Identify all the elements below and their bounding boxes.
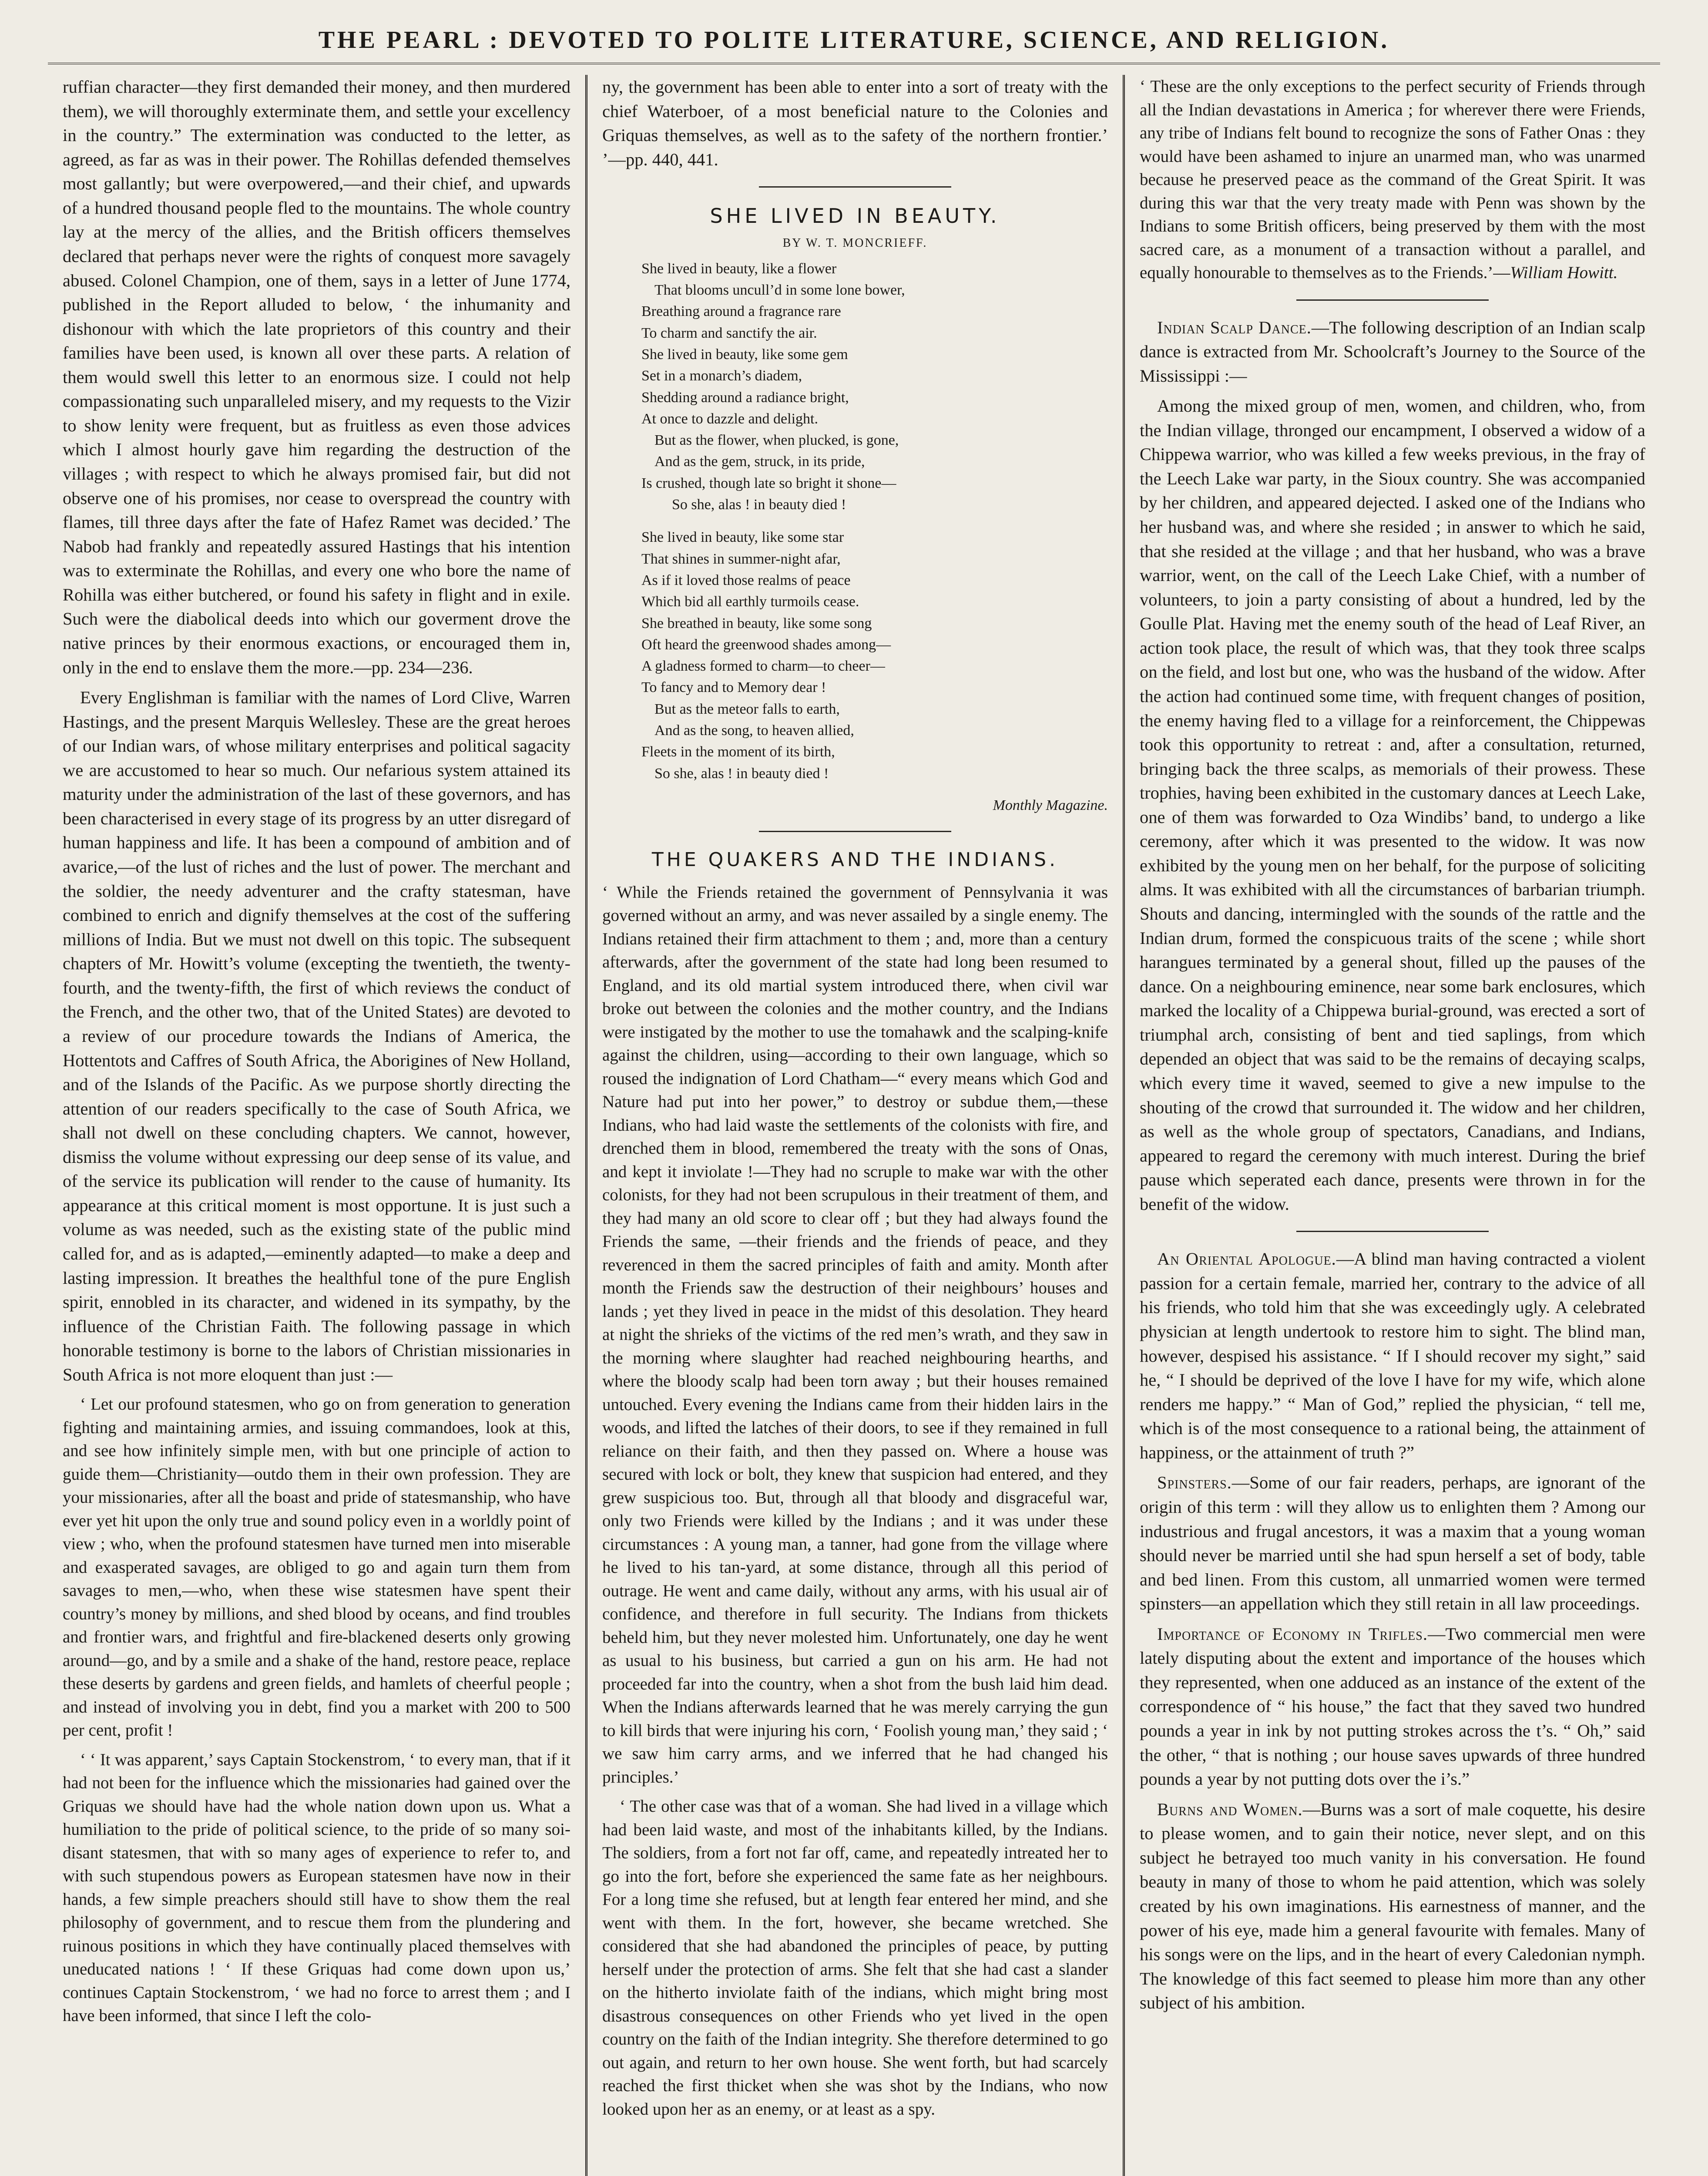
quakers-paragraph-1: ‘ While the Friends retained the government of Pennsylvania it was governed without an army, and was never assailed by a single enemy. The Indians retained their firm attachment to them ; and, more than a century afterwards, after the government of the state had long been resumed to England, and its old martial system introduced there, when civil war broke out between the colonies and the mother country, and the Indians were instigated by the mother to use the tomahawk and the scalping-knife against the children, using—according to their own language, which so roused the indignation of Lord Chatham—“ every means which God and Nature had put into her power,” to destroy or subdue them,—these Indians, who had laid waste the settlements of the colonists with fire, and drenched them in blood, remembered the treaty with the sons of Onas, and kept it inviolate !—They had no scruple to make war with the other colonists, for they had not been scrupulous in their treatment of them, and they had many an old score to clear off ; but they had always found the Friends the same, —their friends and the friends of peace, and they reverenced in them the sacred principles of faith and amity. Month after month the Friends saw the destruction of their neighbours’ houses and lands ; yet they lived in peace in the midst of this desolation. They heard at night the shrieks of the victims of the red men’s wrath, and they saw in the morning where slaughter had reached neighbouring hearths, and where the bloody scalp had been torn away ; but their houses remained untouched. Every evening the Indians came from their hidden lairs in the woods, and lifted the latches of their doors, to see if they remained in full reliance on their faith, and then they passed on. Where a house was secured with lock or bolt, they knew that suspicion had entered, and they grew suspicious too. But, through all that bloody and disgraceful war, only two Friends were killed by the Indians ; and it was under these circumstances : A young man, a tanner, had gone from the village where he lived to his tan-yard, at some distance, through all this period of outrage. He went and came daily, without any arms, with his usual air of confidence, and therefore in full security. The Indians from thickets beheld him, but they never molested him. Unfortunately, one day he went as usual to his business, but carried a gun on his arm. He had not proceeded far into the country, when a shot from the bush laid him dead. When the Indians afterwards learned that he was merely carrying the gun to kill birds that were injuring his corn, ‘ Foolish young man,’ they said ; ‘ we saw him carry arms, and we inferred that he had changed his principles.’ xyxy=(602,883,1108,1786)
poem-line: So she, alas ! in beauty died ! xyxy=(654,765,829,782)
divider xyxy=(759,831,951,832)
economy-text: —Two commercial men were lately disputing about the extent and importance of the houses which they represented, when one adduced as an instance of the extent of the correspondence of “ his house,” the fact that they saved two hundred pounds a year in ink by not putting strokes across the t’s. “ Oh,” said the other, “ that is nothing ; our house saves upwards of three hundred pounds a year by not putting dots over the i’s.” xyxy=(1140,1624,1645,1789)
apologue-heading: An Oriental Apologue. xyxy=(1157,1249,1336,1269)
poem-byline: BY W. T. MONCRIEFF. xyxy=(782,236,928,250)
poem-stanza-2 xyxy=(641,527,1108,784)
masthead: THE PEARL : DEVOTED TO POLITE LITERATURE, SCIENCE, AND RELIGION. xyxy=(48,26,1660,64)
poem-line: A gladness formed to charm—to cheer— xyxy=(641,658,885,675)
missionaries-quote: ‘ Let our profound statesmen, who go on from generation to generation fighting and maintaining armies, and issuing commandoes, look at this, and see how infinitely simple men, with but one principle of action to guide them—Christianity—outdo them in their own profession. They are your missionaries, after all the boast and pride of statesmanship, who have ever yet hit upon the only true and sound policy even in a worldly point of view ; who, when the profound statesmen have turned men into miserable and exasperated savages, are obliged to go and again turn them from savages to men,—who, when these wise statesmen have spent their country’s money by millions, and shed blood by oceans, and find troubles and frontier wars, and frightful and fire-blackened deserts only growing around—go, and by a smile and a shake of the hand, restore peace, replace these deserts by gardens and green fields, and hamlets of cheerful people ; and instead of involving you in debt, find you a market with 200 to 500 per cent, profit ! xyxy=(63,1395,570,1740)
poem-source: Monthly Magazine. xyxy=(993,797,1108,813)
poem-line: But as the flower, when plucked, is gone, xyxy=(654,432,899,449)
economy-paragraph xyxy=(1140,1622,1645,1791)
poem-line: As if it loved those realms of peace xyxy=(641,572,851,588)
poem-line: She lived in beauty, like some star xyxy=(641,529,844,546)
treaty-paragraph: ny, the government has been able to enter into a sort of treaty with the chief Waterboer, of a most beneficial nature to the Colonies and Griquas themselves, as well as to the safety of the northern frontier.’ ’—pp. 440, 441. xyxy=(602,77,1108,169)
poem-line: Which bid all earthly turmoils cease. xyxy=(641,594,859,610)
poem-line: Breathing around a fragrance rare xyxy=(641,303,841,320)
columns xyxy=(48,75,1660,2176)
rohilla-paragraph: ruffian character—they first demanded their money, and then murdered them), we will thoroughly exterminate them, and settle your excellency in the country.” The extermination was conducted to the letter, as agreed, as far as was in their power. The Rohillas defended themselves most gallantly; but were overpowered,—and their chief, and upwards of a hundred thousand people fled to the mountains. The whole country lay at the mercy of the allies, and the British officers themselves declared that perhaps never were the rights of conquest more savagely abused. Colonel Champion, one of them, says in a letter of June 1774, published in the Report alluded to below, ‘ the inhumanity and dishonour with which the late proprietors of this country and their families have been used, is known all over these parts. A relation of them would swell this letter to an enormous size. I could not help compassionating such unparalleled misery, and my requests to the Vizir to show lenity were frequent, but as fruitless as even those advices which I almost hourly gave him regarding the destruction of the villages ; with respect to which he always promised fair, but did not observe one of his promises, nor cease to overspread the country with flames, till three days after the fate of Hafez Ramet was decided.’ The Nabob had frankly and repeatedly assured Hastings that his intention was to exterminate the Rohillas, and every one who bore the name of Rohilla was either butchered, or found his safety in flight and in exile. Such were the diabolical deeds into which our goverment drove the native princes by their enormous exactions, or encouraged them in, only in the end to enslave them the more.—pp. 234—236. xyxy=(63,77,570,677)
friends-exceptions-paragraph xyxy=(1140,75,1645,285)
column-2 xyxy=(585,75,1123,2176)
column-3 xyxy=(1123,75,1660,2176)
quakers-paragraph-2: ‘ The other case was that of a woman. She had lived in a village which had been laid waste, and most of the inhabitants killed, by the Indians. The soldiers, from a fort not far off, came, and repeatedly intreated her to go into the fort, before she experienced the same fate as her neighbours. For a long time she refused, but at length fear entered her mind, and she went with them. In the fort, however, she became wretched. She considered that she had abandoned the principles of peace, by putting herself under the protection of arms. She felt that she had cast a slander on the hitherto inviolate faith of the indians, which might bring most disastrous consequences on other Friends who yet lived in the open country on the faith of the Indian integrity. She therefore determined to go out again, and return to her own house. She went forth, but had scarcely reached the first thicket when she was shot by the Indians, who now looked upon her as an enemy, or at least as a spy. xyxy=(602,1797,1108,2119)
burns-paragraph xyxy=(1140,1797,1645,2015)
poem-line: Shedding around a radiance bright, xyxy=(641,389,849,406)
economy-heading: Importance of Economy in Trifles. xyxy=(1157,1624,1428,1644)
apologue-paragraph xyxy=(1140,1247,1645,1464)
scalp-dance-intro xyxy=(1140,316,1645,388)
poem-line: Is crushed, though late so bright it shone— xyxy=(641,475,896,491)
spinsters-paragraph xyxy=(1140,1471,1645,1615)
apologue-text: —A blind man having contracted a violent passion for a certain female, married her, contrary to the advice of all his friends, who told him that she was exceedingly ugly. A celebrated physician at length undertook to restore him to sight. The blind man, however, despised his assistance. “ If I should recover my sight,” said he, “ I should be deprived of the love I have for my wife, which alone renders me happy.” “ Man of God,” replied the physician, “ tell me, which is of the most consequence to a rational being, the attainment of happiness, or the attainment of truth ?” xyxy=(1140,1249,1645,1462)
burns-heading: Burns and Women. xyxy=(1157,1799,1303,1819)
poem-line: To fancy and to Memory dear ! xyxy=(641,679,826,696)
poem-line: Set in a monarch’s diadem, xyxy=(641,368,802,384)
scalp-dance-heading: Indian Scalp Dance. xyxy=(1157,317,1312,337)
poem-line: And as the gem, struck, in its pride, xyxy=(654,453,865,470)
poem-line: Oft heard the greenwood shades among— xyxy=(641,636,891,653)
spinsters-heading: Spinsters. xyxy=(1157,1473,1232,1493)
stockenstrom-quote: ‘ ‘ It was apparent,’ says Captain Stockenstrom, ‘ to every man, that if it had not been for the influence which the missionaries had gained over the Griquas we should have had the whole nation down upon us. What a humiliation to the pride of political science, to the pride of so many soi-disant statesmen, that with so many ages of experience to refer to, and with such stupendous powers as European statesmen have now in their hands, a few simple preachers should still have to show them the real philosophy of government, and to rescue them from the plundering and ruinous positions in which they have continually placed themselves with uneducated nations ! ‘ If these Griquas had come down upon us,’ continues Captain Stockenstrom, ‘ we had no force to arrest them ; and I have been informed, that since I left the colo- xyxy=(63,1750,570,2025)
poem xyxy=(602,258,1108,784)
poem-line: But as the meteor falls to earth, xyxy=(654,701,840,717)
poem-line: Fleets in the moment of its birth, xyxy=(641,744,835,760)
divider xyxy=(1296,299,1489,301)
poem-line: And as the song, to heaven allied, xyxy=(654,722,854,739)
poem-line: So she, alas ! in beauty died ! xyxy=(672,497,846,513)
friends-exceptions-text: ‘ These are the only exceptions to the perfect security of Friends through all the Indian devastations in America ; for wherever there were Friends, any tribe of Indians felt bound to recognize the sons of Father Onas : they would have been ashamed to injure an unarmed man, who was unarmed because he preserved peace as the command of the Great Spirit. It was during this war that the very treaty made with Penn was shown by the Indians to some British officers, being preserved by them with the most sacred care, as a monument of a transaction without a parallel, and equally honourable to themselves as to the Friends.’— xyxy=(1140,77,1645,282)
column-1 xyxy=(48,75,585,2176)
poem-title: SHE LIVED IN BEAUTY. xyxy=(710,204,1000,228)
poem-stanza-1 xyxy=(641,258,1108,516)
divider xyxy=(759,186,951,188)
poem-line: To charm and sanctify the air. xyxy=(641,325,817,341)
scalp-dance-intro-text: —The following description of an Indian scalp dance is extracted from Mr. Schoolcraft’s Journey to the Source of the Mississippi :— xyxy=(1140,317,1645,386)
poem-line: That shines in summer-night afar, xyxy=(641,551,841,567)
quakers-title: THE QUAKERS AND THE INDIANS. xyxy=(651,848,1059,871)
burns-text: —Burns was a sort of male coquette, his desire to please women, and to gain their notice, never slept, and on this subject he betrayed too much vanity in his conversation. He found beauty in many of those to whom he paid attention, which was solely created by his own imaginations. His earnestness of manner, and the power of his eye, made him a general favourite with females. Many of his songs were on the lips, and in the heart of every Caledonian nymph. The knowledge of this fact seemed to please him more than any other subject of his ambition. xyxy=(1140,1799,1645,2013)
poem-line: She lived in beauty, like a flower xyxy=(641,260,837,277)
scalp-dance-body: Among the mixed group of men, women, and children, who, from the Indian village, thronged our encampment, I observed a widow of a Chippewa warrior, who was killed a few weeks previous, in the fray of the Leech Lake war party, in the Sioux country. She was accompanied by her children, and appeared dejected. I asked one of the Indians who her husband was, and where she resided ; in answer to which he said, that she resided at the village ; and that her husband, who was a brave warrior, went, on the call of the Leech Lake Chief, with a number of volunteers, to join a party consisting of about a hundred, led by the Goulle Plat. Having met the enemy south of the head of Leaf River, an action took place, the result of which was, that they took three scalps on the field, and lost but one, who was the husband of the widow. After the action had continued some time, with frequent changes of position, the enemy having fled to a village for a reinforcement, the Chippewas took this opportunity to retreat : and, after a consultation, returned, bringing back the three scalps, as memorials of their prowess. These trophies, having been exhibited in the customary dances at Leech Lake, one of them was forwarded to Oza Windibs’ band, to undergo a like ceremony, after which it was presented to the widow. It was now exhibited by the young men on her behalf, for the purpose of soliciting alms. It was exhibited with all the circumstances of barbarian triumph. Shouts and dancing, intermingled with the sounds of the rattle and the Indian drum, formed the conspicuous traits of the scene ; while short harangues terminated by a general shout, filled up the pauses of the dance. On a neighbouring eminence, near some bark enclosures, which marked the locality of a Chippewa burial-ground, was erected a sort of triumphal arch, consisting of bent and tied saplings, from which depended an object that was said to be the remains of decaying scalps, which every time it waved, seemed to give a new impulse to the shouting of the crowd that surrounded it. The widow and her children, as well as the whole group of spectators, Canadians, and Indians, appeared to regard the ceremony with much interest. During the brief pause which seperated each dance, presents were thrown in for the benefit of the widow. xyxy=(1140,396,1645,1214)
poem-line: She breathed in beauty, like some song xyxy=(641,615,872,631)
howitt-signature: William Howitt. xyxy=(1510,263,1618,282)
spinsters-text: —Some of our fair readers, perhaps, are ignorant of the origin of this term : will they allow us to enlighten them ? Among our industrious and frugal ancestors, it was a maxim that a young woman should never be married until she had spun herself a set of body, table and bed linen. From this custom, all unmarried women were termed spinsters—an appellation which they still retain in all law proceedings. xyxy=(1140,1473,1645,1614)
poem-line: She lived in beauty, like some gem xyxy=(641,346,848,363)
poem-line: At once to dazzle and delight. xyxy=(641,410,818,427)
review-paragraph: Every Englishman is familiar with the names of Lord Clive, Warren Hastings, and the present Marquis Wellesley. These are the great heroes of our Indian wars, of whose military enterprises and political sagacity we are accustomed to hear so much. Our nefarious system attained its maturity under the administration of the last of these governors, and has been characterised in every stage of its progress by an utter disregard of human happiness and life. It has been a compound of ambition and of avarice,—of the lust of riches and the lust of power. The merchant and the soldier, the needy adventurer and the crafty statesman, have combined to enrich and dignify themselves at the cost of the suffering millions of India. But we must not dwell on this topic. The subsequent chapters of Mr. Howitt’s volume (excepting the twentieth, the twenty-fourth, and the twenty-fifth, the first of which reviews the conduct of the French, and the other two, that of the United States) are devoted to a review of our procedure towards the Indians of America, the Hottentots and Caffres of South Africa, the Aborigines of New Holland, and of the Islands of the Pacific. As we purpose shortly directing the attention of our readers specifically to the case of South Africa, we shall not dwell on these concluding chapters. We cannot, however, dismiss the volume without expressing our deep sense of its value, and of the service its publication will render to the cause of humanity. Its appearance at this critical moment is most opportune. It is just such a volume as was needed, such as the existing state of the public mind called for, and as is adapted,—eminently adapted—to make a deep and lasting impression. It breathes the healthful tone of the pure English spirit, ennobled in its character, and widened in its sympathy, by the influence of the Christian Faith. The following passage in which honorable testimony is borne to the labors of Christian missionaries in South Africa is not more eloquent than just :— xyxy=(63,688,570,1384)
poem-line: That blooms uncull’d in some lone bower, xyxy=(654,282,905,299)
divider xyxy=(1296,1231,1489,1232)
